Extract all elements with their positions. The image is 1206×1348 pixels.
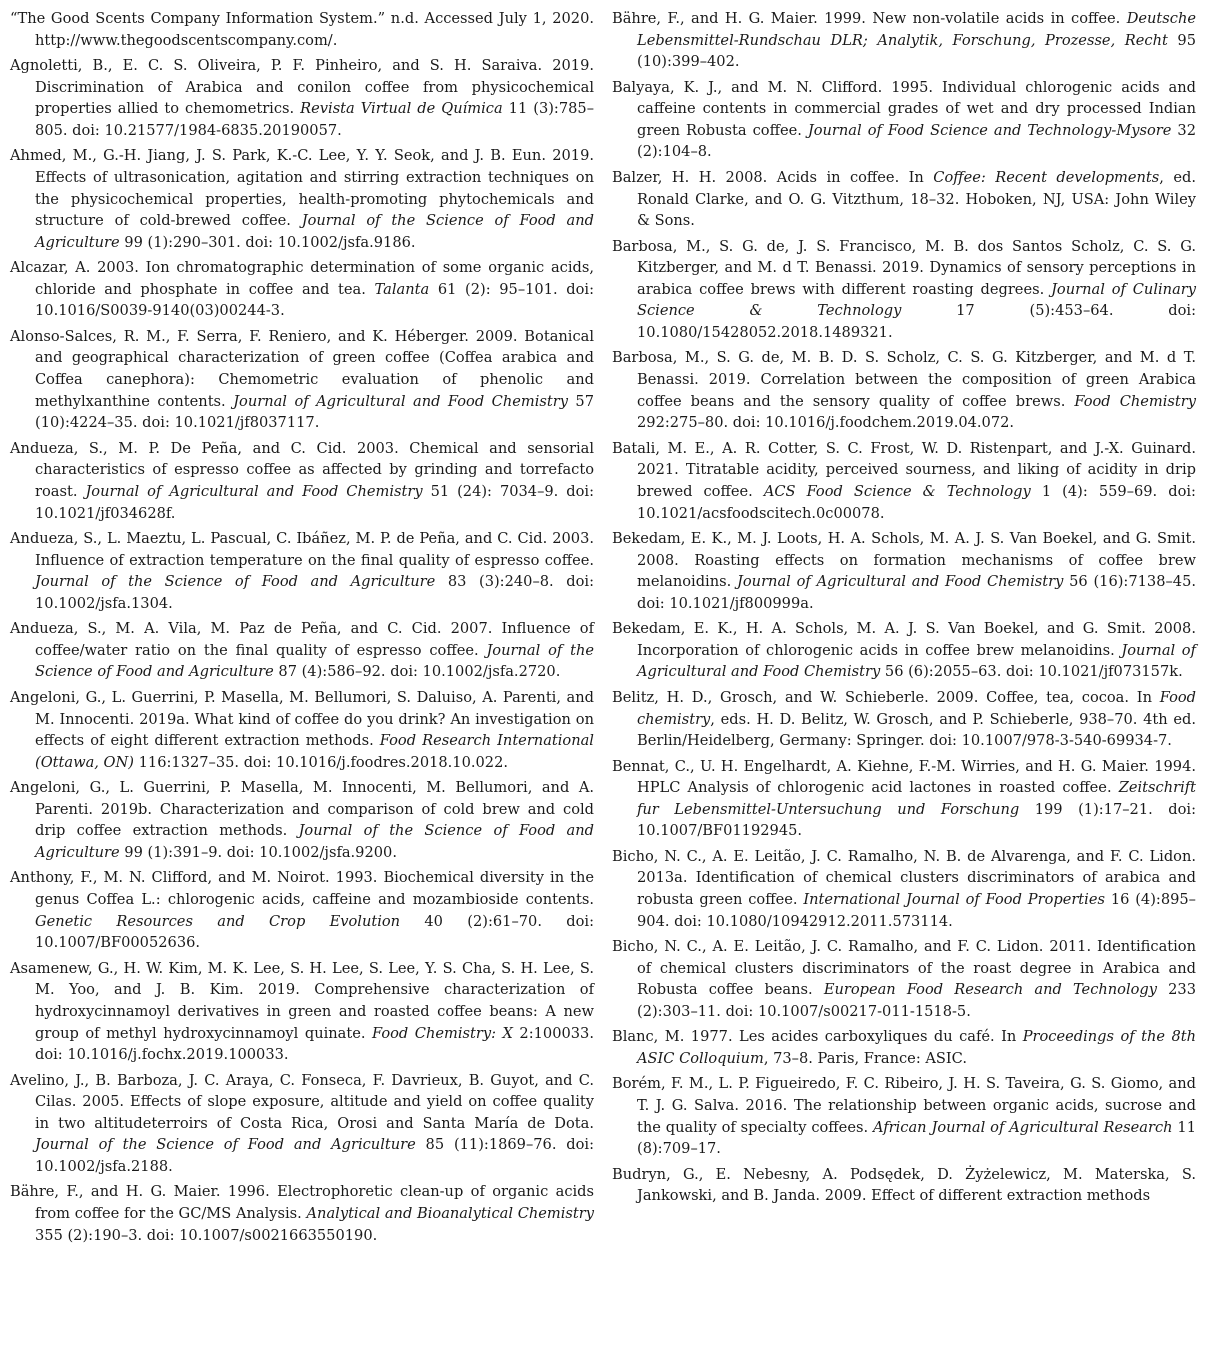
reference-entry xyxy=(612,846,1196,932)
reference-text: Batali, M. E., A. R. Cotter, S. C. Frost, W. D. Ristenpart, and J.-X. Guinard. 2021. Titratable acidity, perceived sourness, and liking of acidity in drip brewed coffee. xyxy=(612,439,1196,500)
reference-source-title: International Journal of Food Properties xyxy=(803,891,1105,909)
reference-source-title: Food Chemistry: X xyxy=(372,1024,513,1042)
reference-text: 17 (5):453–64. doi: 10.1080/15428052.2018.1489321. xyxy=(637,302,1196,341)
reference-text: 32 (2):104–8. xyxy=(637,121,1197,161)
reference-source-title: ACS Food Science & Technology xyxy=(763,482,1031,500)
reference-text: Agnoletti, B., E. C. S. Oliveira, P. F. Pinheiro, and S. H. Saraiva. 2019. Discrimination of Arabica and conilon coffee from physicochemical properties allied to chemometrics. xyxy=(10,57,594,118)
reference-source-title: Proceedings of the 8th ASIC Colloquium xyxy=(637,1028,1196,1067)
reference-text: 85 (11):1869–76. doi: 10.1002/jsfa.2188. xyxy=(35,1136,594,1175)
reference-source-title: African Journal of Agricultural Research xyxy=(872,1118,1173,1136)
reference-source-title: Revista Virtual de Química xyxy=(300,100,503,118)
reference-text: Anthony, F., M. N. Clifford, and M. Noirot. 1993. Biochemical diversity in the genus Coffea L.: chlorogenic acids, caffeine and mozambioside contents. xyxy=(10,869,594,909)
reference-source-title: Journal of the Science of Food and Agriculture xyxy=(35,573,436,591)
reference-text: 95 (10):399–402. xyxy=(637,31,1196,71)
reference-entry xyxy=(10,777,594,863)
reference-text: 355 (2):190–3. doi: 10.1007/s0021663550190. xyxy=(35,1226,378,1244)
reference-source-title: Journal of the Science of Food and Agriculture xyxy=(35,641,594,681)
reference-entry xyxy=(10,687,594,773)
reference-text: Avelino, J., B. Barboza, J. C. Araya, C. Fonseca, F. Davrieux, B. Guyot, and C. Cilas. 2005. Effects of slope exposure, altitude and yield on coffee quality in two altitudeterroirs of Costa Rica, Orosi and Santa María de Dota. xyxy=(10,1071,594,1132)
reference-entry xyxy=(10,1070,594,1178)
reference-source-title: Journal of Agricultural and Food Chemistry xyxy=(85,482,423,500)
reference-entry xyxy=(10,867,594,953)
reference-text: Bekedam, E. K., M. J. Loots, H. A. Schols, M. A. J. S. Van Boekel, and G. Smit. 2008. Roasting effects on formation mechanisms of coffee brew melanoidins. xyxy=(612,530,1196,591)
reference-text: Bekedam, E. K., H. A. Schols, M. A. J. S. Van Boekel, and G. Smit. 2008. Incorporation of chlorogenic acids in coffee brew melanoidins. xyxy=(612,620,1196,659)
reference-text: 233 (2):303–11. doi: 10.1007/s00217-011-1518-5. xyxy=(637,981,1196,1020)
reference-entry xyxy=(10,145,594,253)
reference-entry xyxy=(612,687,1196,752)
reference-text: 87 (4):586–92. doi: 10.1002/jsfa.2720. xyxy=(273,663,561,681)
reference-text: 1 (4): 559–69. doi: 10.1021/acsfoodscitech.0c00078. xyxy=(637,482,1196,522)
reference-text: Borém, F. M., L. P. Figueiredo, F. C. Ribeiro, J. H. S. Taveira, G. S. Giomo, and T. J. G. Salva. 2016. The relationship between organic acids, sucrose and the quality of specialty coffees. xyxy=(612,1075,1196,1136)
reference-source-title: Food chemistry xyxy=(637,688,1196,728)
reference-text: Blanc, M. 1977. Les acides carboxyliques du café. In xyxy=(612,1028,1023,1046)
reference-source-title: Zeitschrift fur Lebensmittel-Untersuchung und Forschung xyxy=(637,779,1196,818)
reference-text: 61 (2): 95–101. doi: 10.1016/S0039-9140(03)00244-3. xyxy=(35,280,594,320)
reference-text: 2:100033. doi: 10.1016/j.fochx.2019.100033. xyxy=(35,1024,594,1064)
reference-text: 11 (3):785–805. doi: 10.21577/1984-6835.20190057. xyxy=(35,100,594,139)
reference-text: Bicho, N. C., A. E. Leitão, J. C. Ramalho, N. B. de Alvarenga, and F. C. Lidon. 2013a. Identification of chemical clusters discriminators of arabica and robusta green coffee. xyxy=(612,847,1196,909)
reference-source-title: Coffee: Recent developments xyxy=(933,168,1160,186)
reference-text: Balzer, H. H. 2008. Acids in coffee. In xyxy=(612,168,934,186)
reference-text: Ahmed, M., G.-H. Jiang, J. S. Park, K.-C. Lee, Y. Y. Seok, and J. B. Eun. 2019. Effects of ultrasonication, agitation and stirring extraction techniques on the physicochemical properties, health-promoting phytochemicals and structure of cold-brewed coffee. xyxy=(10,147,594,230)
reference-text: Angeloni, G., L. Guerrini, P. Masella, M. Bellumori, S. Daluiso, A. Parenti, and M. Innocenti. 2019a. What kind of coffee do you drink? An investigation on effects of eight different extraction methods. xyxy=(10,688,594,750)
reference-text: 57 (10):4224–35. doi: 10.1021/jf8037117. xyxy=(35,392,594,432)
reference-entry xyxy=(612,1164,1196,1207)
reference-text: Andueza, S., M. A. Vila, M. Paz de Peña, and C. Cid. 2007. Influence of coffee/water ratio on the final quality of espresso coffee. xyxy=(10,620,594,659)
reference-source-title: Journal of the Science of Food and Agriculture xyxy=(35,822,594,861)
reference-text: Balyaya, K. J., and M. N. Clifford. 1995. Individual chlorogenic acids and caffeine contents in commercial grades of wet and dry processed Indian green Robusta coffee. xyxy=(612,78,1196,139)
reference-source-title: Journal of Agricultural and Food Chemistry xyxy=(737,573,1064,591)
reference-column-right xyxy=(612,8,1196,1211)
reference-text: Angeloni, G., L. Guerrini, P. Masella, M. Innocenti, M. Bellumori, and A. Parenti. 2019b. Characterization and comparison of cold brew and cold drip coffee extraction methods. xyxy=(10,779,594,840)
reference-source-title: Journal of Agricultural and Food Chemistry xyxy=(637,641,1196,681)
reference-text: 116:1327–35. doi: 10.1016/j.foodres.2018.10.022. xyxy=(134,753,509,771)
reference-entry xyxy=(612,438,1196,524)
reference-text: 51 (24): 7034–9. doi: 10.1021/jf034628f. xyxy=(35,482,594,522)
reference-entry xyxy=(10,326,594,434)
reference-text: Asamenew, G., H. W. Kim, M. K. Lee, S. H. Lee, S. Lee, Y. S. Cha, S. H. Lee, S. M. Yoo, and J. B. Kim. 2019. Comprehensive characterization of hydroxycinnamoyl derivatives in green and roasted coffee beans: A new group of methyl hydroxycinnamoyl quinate. xyxy=(10,959,594,1042)
reference-text: 99 (1):290–301. doi: 10.1002/jsfa.9186. xyxy=(119,233,416,251)
reference-entry xyxy=(612,8,1196,73)
reference-column-left xyxy=(10,8,594,1250)
reference-source-title: Talanta xyxy=(374,280,430,298)
reference-entry xyxy=(612,77,1196,163)
reference-source-title: Genetic Resources and Crop Evolution xyxy=(35,912,401,930)
reference-source-title: Journal of the Science of Food and Agriculture xyxy=(35,212,594,251)
reference-entry xyxy=(612,1073,1196,1159)
reference-text: Barbosa, M., S. G. de, M. B. D. S. Scholz, C. S. G. Kitzberger, and M. d T. Benassi. 2019. Correlation between the composition of green Arabica coffee beans and the sensory quality of coffee brews. xyxy=(612,349,1196,410)
reference-entry xyxy=(612,167,1196,232)
reference-entry xyxy=(612,347,1196,433)
reference-text: Bähre, F., and H. G. Maier. 1996. Electrophoretic clean-up of organic acids from coffee for the GC/MS Analysis. xyxy=(10,1183,594,1223)
reference-entry xyxy=(10,55,594,141)
reference-text: , 73–8. Paris, France: ASIC. xyxy=(763,1050,967,1067)
reference-entry xyxy=(612,936,1196,1022)
reference-entry xyxy=(10,1181,594,1246)
reference-text: , eds. H. D. Belitz, W. Grosch, and P. Schieberle, 938–70. 4th ed. Berlin/Heidelberg, Germany: Springer. doi: 10.1007/978-3-540-69934-7. xyxy=(637,710,1196,750)
reference-text: Alonso-Salces, R. M., F. Serra, F. Reniero, and K. Héberger. 2009. Botanical and geographical characterization of green coffee (Coffea arabica and Coffea canephora): Chemometric evaluation of phenolic and methylxanthine contents. xyxy=(10,327,594,410)
reference-text: , ed. Ronald Clarke, and O. G. Vitzthum, 18–32. Hoboken, NJ, USA: John Wiley & Sons. xyxy=(637,168,1196,230)
reference-text: 16 (4):895–904. doi: 10.1080/10942912.2011.573114. xyxy=(637,891,1196,930)
reference-text: Bähre, F., and H. G. Maier. 1999. New non-volatile acids in coffee. xyxy=(612,10,1127,27)
reference-text: Budryn, G., E. Nebesny, A. Podsędek, D. Żyżelewicz, M. Materska, S. Jankowski, and B. Janda. 2009. Effect of different extraction methods xyxy=(612,1165,1196,1205)
reference-entry xyxy=(10,528,594,614)
reference-text: 99 (1):391–9. doi: 10.1002/jsfa.9200. xyxy=(119,843,397,861)
reference-source-title: European Food Research and Technology xyxy=(823,981,1157,999)
reference-entry xyxy=(612,1026,1196,1069)
reference-text: “The Good Scents Company Information System.” n.d. Accessed July 1, 2020. http://www.thegoodscentscompany.com/. xyxy=(10,10,594,49)
reference-text: Andueza, S., M. P. De Peña, and C. Cid. 2003. Chemical and sensorial characteristics of espresso coffee as affected by grinding and torrefacto roast. xyxy=(10,439,594,500)
reference-text: 56 (16):7138–45. doi: 10.1021/jf800999a. xyxy=(637,573,1196,612)
reference-source-title: Food Research International (Ottawa, ON) xyxy=(35,732,594,771)
reference-source-title: Analytical and Bioanalytical Chemistry xyxy=(306,1205,594,1223)
reference-entry xyxy=(10,958,594,1066)
reference-text: 83 (3):240–8. doi: 10.1002/jsfa.1304. xyxy=(35,573,594,612)
reference-text: Andueza, S., L. Maeztu, L. Pascual, C. Ibáñez, M. P. de Peña, and C. Cid. 2003. Influence of extraction temperature on the final quality of espresso coffee. xyxy=(10,530,594,569)
reference-entry xyxy=(612,618,1196,683)
reference-source-title: Journal of the Science of Food and Agriculture xyxy=(35,1136,416,1154)
reference-entry xyxy=(10,618,594,683)
reference-text: Barbosa, M., S. G. de, J. S. Francisco, M. B. dos Santos Scholz, C. S. G. Kitzberger, and M. d T. Benassi. 2019. Dynamics of sensory perceptions in arabica coffee brews with different roasting degrees. xyxy=(612,237,1196,298)
reference-text: 56 (6):2055–63. doi: 10.1021/jf073157k. xyxy=(880,663,1183,681)
reference-text: 199 (1):17–21. doi: 10.1007/BF01192945. xyxy=(637,800,1196,840)
reference-source-title: Journal of Food Science and Technology-Mysore xyxy=(807,121,1172,139)
reference-source-title: Journal of Agricultural and Food Chemistry xyxy=(233,392,568,410)
reference-entry xyxy=(10,257,594,322)
reference-text: 40 (2):61–70. doi: 10.1007/BF00052636. xyxy=(35,912,594,952)
reference-source-title: Journal of Culinary Science & Technology xyxy=(637,280,1196,320)
reference-entry xyxy=(612,528,1196,614)
reference-text: Alcazar, A. 2003. Ion chromatographic determination of some organic acids, chloride and phosphate in coffee and tea. xyxy=(10,259,594,298)
reference-text: Bennat, C., U. H. Engelhardt, A. Kiehne, F.-M. Wirries, and H. G. Maier. 1994. HPLC Analysis of chlorogenic acid lactones in roasted coffee. xyxy=(612,757,1196,797)
reference-entry xyxy=(10,8,594,51)
reference-entry xyxy=(612,756,1196,842)
reference-text: 292:275–80. doi: 10.1016/j.foodchem.2019.04.072. xyxy=(637,414,1015,432)
reference-text: Belitz, H. D., Grosch, and W. Schieberle. 2009. Coffee, tea, cocoa. In xyxy=(612,688,1160,706)
reference-text: 11 (8):709–17. xyxy=(637,1118,1196,1158)
reference-entry xyxy=(10,438,594,524)
reference-source-title: Deutsche Lebensmittel-Rundschau DLR; Analytik, Forschung, Prozesse, Recht xyxy=(637,10,1196,49)
reference-source-title: Food Chemistry xyxy=(1074,392,1196,410)
reference-text: Bicho, N. C., A. E. Leitão, J. C. Ramalho, and F. C. Lidon. 2011. Identification of chemical clusters discriminators of the roast degree in Arabica and Robusta coffee beans. xyxy=(612,938,1196,999)
reference-entry xyxy=(612,236,1196,344)
